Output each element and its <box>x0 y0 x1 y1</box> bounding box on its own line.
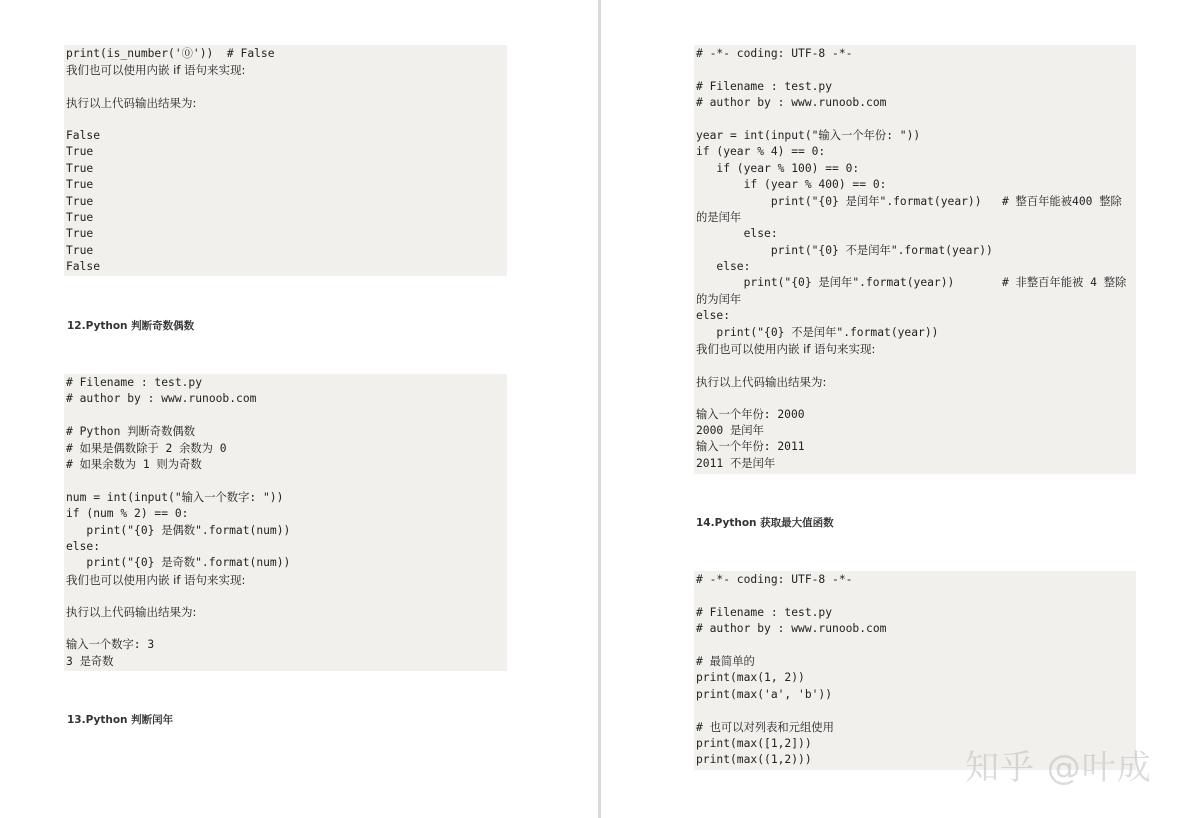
code-line: 2011 不是闰年 <box>696 456 776 470</box>
code-line: if (year % 4) == 0: <box>696 145 826 159</box>
code-line: 的是闰年 <box>696 210 742 224</box>
code-line <box>66 79 507 95</box>
code-line <box>696 62 1136 78</box>
code-line: print("{0} 是奇数".format(num)) <box>66 556 291 570</box>
zhihu-watermark: 知乎 @叶成 <box>965 748 1152 788</box>
code-line: 的为闰年 <box>696 292 742 306</box>
code-line <box>696 703 1136 719</box>
code-line <box>696 390 1136 406</box>
code-line <box>66 621 507 637</box>
prose-line: 执行以上代码输出结果为: <box>66 96 197 111</box>
code-line: if (year % 400) == 0: <box>696 178 887 192</box>
section-heading-14: 14.Python 获取最大值函数 <box>696 517 834 529</box>
code-line: if (num % 2) == 0: <box>66 507 189 521</box>
code-line: # Filename : test.py <box>696 605 833 619</box>
code-line: print("{0} 不是闰年".format(year)) <box>696 325 939 339</box>
code-line <box>696 638 1136 654</box>
code-line: print("{0} 是偶数".format(num)) <box>66 523 291 537</box>
code-line: True <box>66 178 94 192</box>
code-block-leap-year <box>694 45 1136 474</box>
code-line <box>66 473 507 489</box>
code-line: else: <box>66 539 101 553</box>
section-heading-13: 13.Python 判断闰年 <box>67 714 174 726</box>
code-line: print(max('a', 'b')) <box>696 687 833 701</box>
code-line: else: <box>696 227 778 241</box>
code-line: True <box>66 161 94 175</box>
code-line: year = int(input("输入一个年份: ")) <box>696 128 921 142</box>
code-line: # 也可以对列表和元组使用 <box>696 720 834 734</box>
code-line: if (year % 100) == 0: <box>696 161 860 175</box>
code-line: # 如果余数为 1 则为奇数 <box>66 457 202 471</box>
right-page <box>601 0 1186 818</box>
code-line <box>696 112 1136 128</box>
code-line: else: <box>696 309 731 323</box>
code-line: True <box>66 210 94 224</box>
code-line: 2000 是闰年 <box>696 423 764 437</box>
code-line <box>66 408 507 424</box>
prose-line: 我们也可以使用内嵌 if 语句来实现: <box>66 63 246 78</box>
code-line: num = int(input("输入一个数字: ")) <box>66 490 284 504</box>
code-line: # author by : www.runoob.com <box>696 622 887 636</box>
code-line: print(max((1,2))) <box>696 753 812 767</box>
code-line: # -*- coding: UTF-8 -*- <box>696 573 853 586</box>
code-line: # author by : www.runoob.com <box>696 96 887 110</box>
code-block-odd-even <box>64 374 507 671</box>
code-line <box>696 588 1136 604</box>
code-line <box>66 588 507 604</box>
code-line: # 如果是偶数除于 2 余数为 0 <box>66 441 227 455</box>
code-line: print("{0} 是闰年".format(year)) # 整百年能被400 整除 <box>696 194 1122 208</box>
prose-line: 我们也可以使用内嵌 if 语句来实现: <box>696 342 876 357</box>
code-line: 输入一个数字: 3 <box>66 638 155 652</box>
code-line: else: <box>696 260 751 274</box>
section-heading-12: 12.Python 判断奇数偶数 <box>67 320 195 332</box>
code-line: # Filename : test.py <box>66 376 203 389</box>
code-line: # 最简单的 <box>696 654 755 668</box>
code-line: print(is_number('⓪')) # False <box>66 47 275 60</box>
prose-line: 我们也可以使用内嵌 if 语句来实现: <box>66 572 246 587</box>
code-line: print("{0} 是闰年".format(year)) # 非整百年能被 4 整除 <box>696 276 1127 290</box>
code-line: # Python 判断奇数偶数 <box>66 425 195 439</box>
code-line: 输入一个年份: 2000 <box>696 407 805 421</box>
code-line: print(max([1,2])) <box>696 736 812 750</box>
prose-line: 执行以上代码输出结果为: <box>66 605 197 620</box>
code-line: True <box>66 227 94 241</box>
code-line: print(max(1, 2)) <box>696 671 805 685</box>
code-line: # Filename : test.py <box>696 79 833 93</box>
code-line <box>66 112 507 128</box>
code-line: False <box>66 260 101 274</box>
code-line: 3 是奇数 <box>66 654 114 668</box>
code-line: 输入一个年份: 2011 <box>696 440 805 454</box>
prose-line: 执行以上代码输出结果为: <box>696 374 827 389</box>
code-line: # author by : www.runoob.com <box>66 392 257 406</box>
code-line: True <box>66 243 94 257</box>
code-line: # -*- coding: UTF-8 -*- <box>696 47 853 60</box>
code-line: print("{0} 不是闰年".format(year)) <box>696 243 993 257</box>
code-line: False <box>66 128 101 142</box>
code-block-is-number-output <box>64 45 507 276</box>
code-line: True <box>66 194 94 208</box>
code-line: True <box>66 145 94 159</box>
code-line <box>696 357 1136 373</box>
